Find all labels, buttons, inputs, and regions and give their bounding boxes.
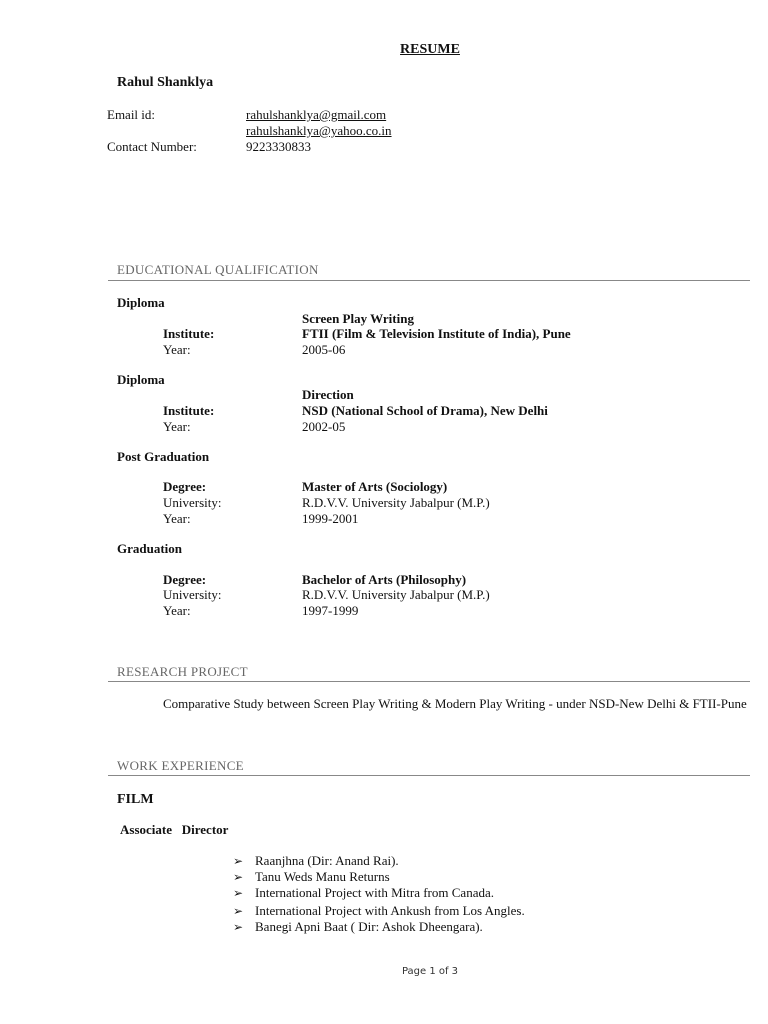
edu-label: Year: [163, 511, 191, 526]
edu-university: R.D.V.V. University Jabalpur (M.P.) [302, 495, 490, 510]
section-divider [108, 280, 750, 281]
work-role: Associate Director [120, 822, 229, 837]
edu-type: Graduation [117, 541, 183, 556]
edu-label: Institute: [163, 326, 215, 341]
arrow-bullet-icon: ➢ [233, 904, 244, 918]
contact-number-label: Contact Number: [107, 139, 197, 154]
edu-degree: Bachelor of Arts (Philosophy) [302, 572, 467, 587]
email-link-yahoo[interactable]: rahulshanklya@yahoo.co.in [246, 123, 392, 138]
arrow-bullet-icon: ➢ [233, 920, 244, 934]
list-item [233, 885, 494, 901]
page-number: Page 1 of 3 [401, 966, 459, 977]
edu-label: Year: [163, 603, 191, 618]
arrow-bullet-icon: ➢ [233, 886, 244, 900]
section-divider [108, 775, 750, 776]
contact-number-value: 9223330833 [246, 139, 311, 154]
edu-degree: Master of Arts (Sociology) [302, 479, 448, 494]
section-heading-research: RESEARCH PROJECT [117, 664, 248, 679]
candidate-name: Rahul Shanklya [117, 75, 214, 90]
edu-year: 2005-06 [302, 342, 346, 357]
email-link-gmail[interactable]: rahulshanklya@gmail.com [246, 107, 387, 122]
edu-year: 1997-1999 [302, 603, 359, 618]
edu-university: R.D.V.V. University Jabalpur (M.P.) [302, 587, 490, 602]
edu-label: Degree: [163, 572, 207, 587]
film-project: Banegi Apni Baat ( Dir: Ashok Dheengara). [255, 919, 483, 934]
resume-title: RESUME [400, 42, 460, 57]
edu-label: Year: [163, 342, 191, 357]
arrow-bullet-icon: ➢ [233, 854, 244, 868]
edu-year: 1999-2001 [302, 511, 359, 526]
list-item [233, 869, 390, 885]
edu-type: Diploma [117, 295, 165, 310]
edu-label: Degree: [163, 479, 207, 494]
film-project: Tanu Weds Manu Returns [255, 869, 390, 884]
edu-label: Institute: [163, 403, 215, 418]
section-divider [108, 681, 750, 682]
film-project: International Project with Mitra from Canada. [255, 885, 494, 900]
email-label: Email id: [107, 107, 156, 122]
section-heading-work: WORK EXPERIENCE [117, 758, 244, 773]
edu-institute: NSD (National School of Drama), New Delhi [302, 403, 548, 418]
work-category: FILM [117, 792, 154, 807]
list-item [233, 903, 525, 919]
film-project: International Project with Ankush from Los Angles. [255, 903, 525, 918]
edu-year: 2002-05 [302, 419, 346, 434]
arrow-bullet-icon: ➢ [233, 870, 244, 884]
section-heading-education: EDUCATIONAL QUALIFICATION [117, 262, 319, 277]
list-item [233, 919, 483, 935]
edu-label: University: [163, 587, 222, 602]
edu-label: Year: [163, 419, 191, 434]
edu-institute: FTII (Film & Television Institute of India), Pune [302, 326, 571, 341]
edu-subject: Direction [302, 387, 354, 402]
film-project: Raanjhna (Dir: Anand Rai). [255, 853, 399, 868]
research-description: Comparative Study between Screen Play Writing & Modern Play Writing - under NSD-New Delhi & FTII-Pune [163, 696, 747, 711]
edu-type: Diploma [117, 372, 165, 387]
edu-label: University: [163, 495, 222, 510]
edu-subject: Screen Play Writing [302, 311, 414, 326]
list-item [233, 853, 399, 869]
edu-type: Post Graduation [117, 449, 210, 464]
